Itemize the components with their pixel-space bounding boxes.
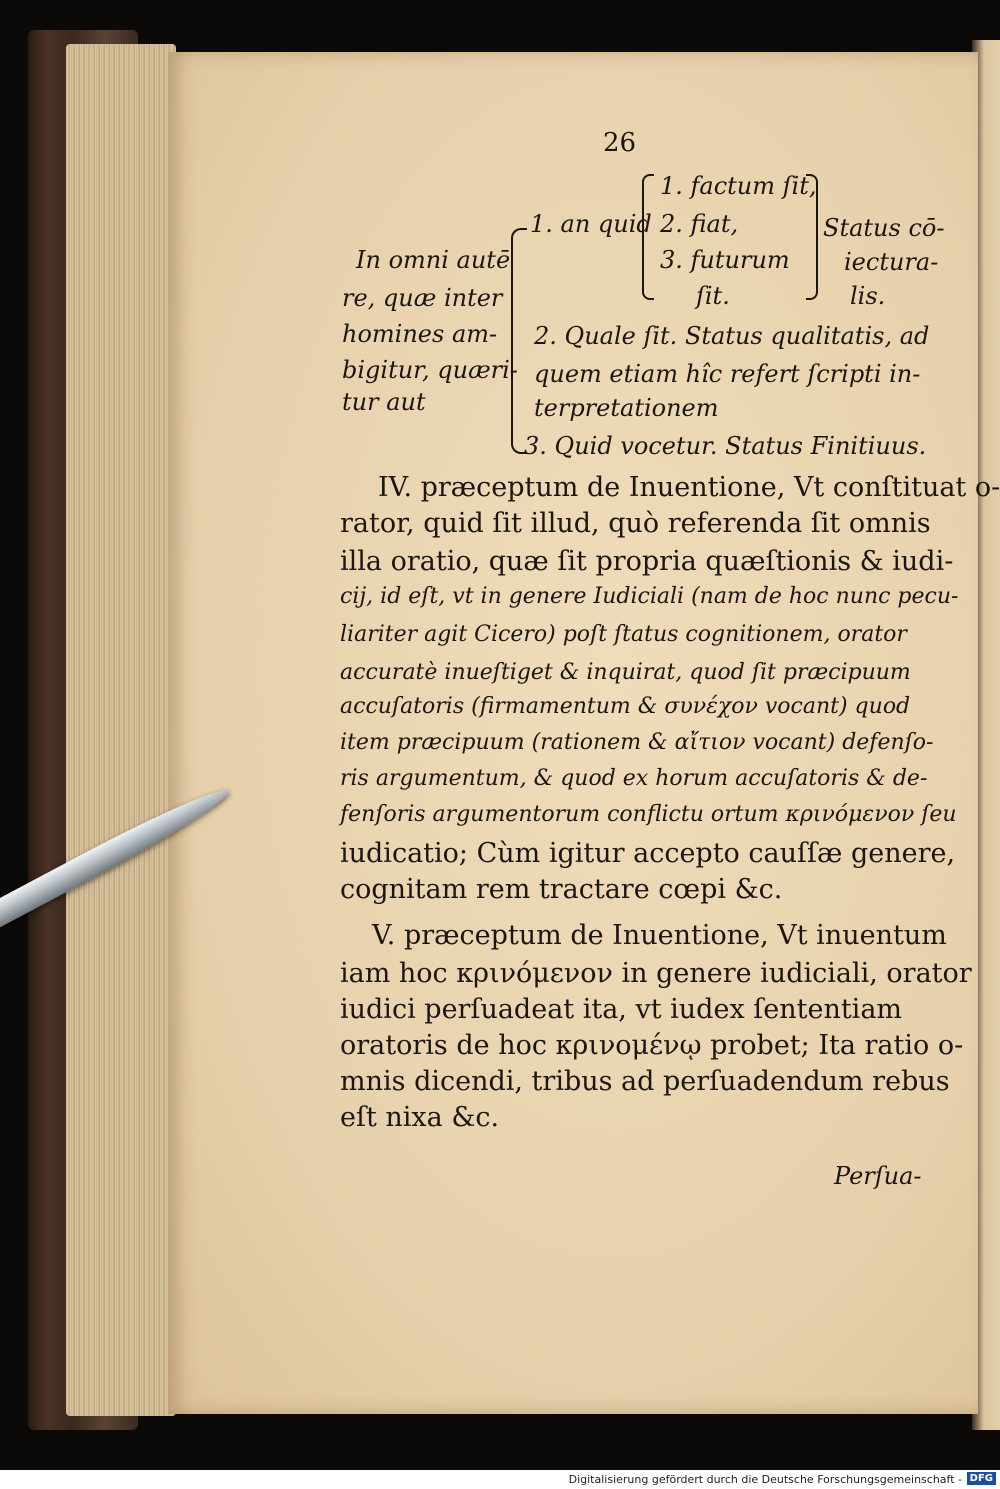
diagram-item3: 3. Quid vocetur. Status Finitiuus.: [524, 432, 927, 460]
funding-credit: Digitalisierung gefördert durch die Deutsche Forschungsgemeinschaft -: [568, 1473, 962, 1486]
diagram-lead-line-2: re, quæ inter: [342, 284, 503, 312]
para5-line-2: iam hoc κρινόμενον in genere iudiciali, orator: [340, 958, 972, 989]
catchword: Perſua-: [834, 1162, 922, 1190]
item1-sub-brace: [642, 174, 654, 300]
page-number: 26: [603, 128, 637, 158]
page-block-edge: [66, 44, 176, 1416]
diagram-item1-status-2: iectura-: [844, 248, 939, 276]
diagram-item1-sub-4: ſit.: [696, 282, 730, 310]
para4-line-12: cognitam rem tractare cœpi &c.: [340, 874, 783, 905]
diagram-item2-line-1: 2. Quale ſit. Status qualitatis, ad: [534, 322, 930, 350]
diagram-lead-line-5: tur aut: [342, 388, 426, 416]
para4-line-6: accuratè inueſtiget & inquirat, quod ſit præcipuum: [340, 660, 911, 685]
diagram-item2-line-2: quem etiam hîc refert ſcripti in-: [534, 360, 921, 388]
para5-line-6: eſt nixa &c.: [340, 1102, 500, 1133]
diagram-item2-line-3: terpretationem: [534, 394, 719, 422]
diagram-item1-status-1: Status cō-: [823, 214, 945, 242]
diagram-item1-sub-1: 1. factum ſit,: [660, 172, 817, 200]
para4-line-11: iudicatio; Cùm igitur accepto cauſſæ genere,: [340, 838, 956, 869]
para4-line-7: accuſatoris (firmamentum & συνέχον vocant) quod: [340, 694, 911, 719]
para4-line-3: illa oratio, quæ ſit propria quæſtionis & iudi-: [340, 546, 954, 577]
diagram-lead-line-1: In omni autē: [356, 246, 511, 274]
para4-line-1: IV. præceptum de Inuentione, Vt conſtituat o-: [378, 472, 1000, 503]
para4-line-4: cij, id eſt, vt in genere Iudiciali (nam de hoc nunc pecu-: [340, 584, 959, 609]
para5-line-5: mnis dicendi, tribus ad perſuadendum rebus: [340, 1066, 950, 1097]
para4-line-9: ris argumentum, & quod ex horum accuſatoris & de-: [340, 766, 928, 791]
large-brace: [511, 228, 527, 454]
diagram-lead-line-3: homines am-: [342, 320, 498, 348]
para4-line-2: rator, quid ſit illud, quò referenda ſit omnis: [340, 508, 931, 539]
diagram-lead-line-4: bigitur, quæri-: [342, 356, 518, 384]
dfg-logo: DFG: [967, 1472, 996, 1485]
diagram-item1-sub-3: 3. futurum: [660, 246, 790, 274]
footer-bar: [0, 1470, 1000, 1489]
diagram-item1-status-3: lis.: [850, 282, 886, 310]
para4-line-5: liariter agit Cicero) poſt ſtatus cognitionem, orator: [340, 622, 907, 647]
item1-status-brace: [806, 174, 818, 300]
para4-line-8: item præcipuum (rationem & αἴτιον vocant) defenſo-: [340, 730, 934, 755]
para5-line-3: iudici perſuadeat ita, vt iudex ſententiam: [340, 994, 903, 1025]
book-page: [168, 52, 1000, 1414]
para5-line-4: oratoris de hoc κρινομένῳ probet; Ita ratio o-: [340, 1030, 964, 1061]
para5-line-1: V. præceptum de Inuentione, Vt inuentum: [372, 920, 947, 951]
diagram-item1-label: 1. an quid: [530, 210, 652, 238]
diagram-item1-sub-2: 2. fiat,: [660, 210, 739, 238]
para4-line-10: fenſoris argumentorum conflictu ortum κρινόμενον ſeu: [340, 802, 957, 827]
